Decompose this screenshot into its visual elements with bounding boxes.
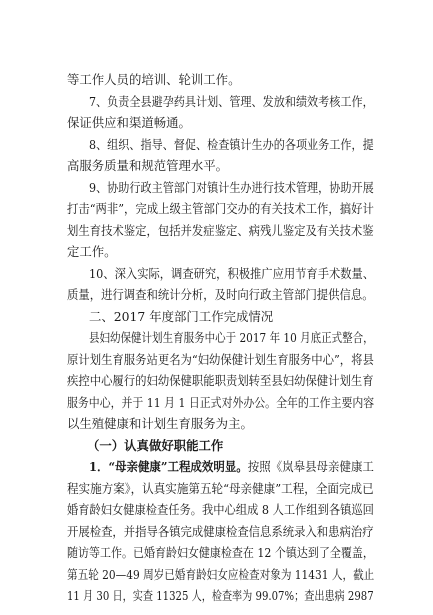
text-line: 开展检查，并指导各镇完成健康检查信息系统录入和患病治疗: [67, 523, 374, 539]
text-line: 程实施方案》，认真实施第五轮“母亲健康”工程，全面完成已: [67, 480, 374, 496]
item-1-heading: 1．“母亲健康”工程成效明显。: [89, 459, 248, 474]
text-line: 打击“两非”，完成上级主管部门交办的有关技术工作，搞好计: [67, 201, 374, 216]
subsection-heading: （一）认真做好职能工作: [87, 437, 224, 453]
text-line: 疾控中心履行的妇幼保健职能职责划转至县妇幼保健计划生育: [67, 373, 374, 388]
text-line: 划生育技术鉴定，包括并发症鉴定、病残儿鉴定及有关技术鉴: [67, 222, 374, 238]
text-line: 定工作。: [67, 244, 117, 259]
item-1-text: 按照《岚皋县母亲健康工: [247, 459, 374, 474]
text-line: 质量，进行调查和统计分析，及时向行政主管部门提供信息。: [67, 287, 374, 302]
text-line: 以生殖健康和计划生育服务为主。: [67, 416, 253, 431]
text-line: 7、负责全县避孕药具计划、管理、发放和绩效考核工作，: [89, 93, 374, 109]
text-line: 随访等工作。已婚育龄妇女健康检查在 12 个镇达到了全覆盖，: [67, 545, 374, 560]
text-line: 9、协助行政主管部门对镇计生办进行技术管理，协助开展: [89, 179, 374, 195]
text-line: 原计划生育服务站更名为“妇幼保健计划生育服务中心”，将县: [67, 351, 374, 367]
text-line: 服务中心，并于 11 月 1 日正式对外办公。全年的工作主要内容: [67, 394, 375, 410]
text-line: 婚育龄妇女健康检查任务。我中心组成 8 人工作组到各镇巡回: [67, 502, 374, 517]
section-heading: 二、2017 年度部门工作完成情况: [89, 308, 274, 324]
text-line: 第五轮 20—49 周岁已婚育龄妇女应检查对象为 11431 人，截止: [67, 566, 375, 582]
item-1-line: [89, 459, 374, 475]
text-line: 高服务质量和规范管理水平。: [67, 158, 229, 173]
text-line: 保证供应和渠道畅通。: [67, 115, 191, 130]
text-line: 11 月 30 日，实查 11325 人，检查率为 99.07%；查出患病 2987: [67, 588, 374, 603]
text-line: 8、组织、指导、督促、检查镇计生办的各项业务工作，提: [89, 136, 374, 152]
text-line: 10、深入实际，调查研究，积极推广应用节育手术数量、: [89, 265, 375, 281]
text-line: 县妇幼保健计划生育服务中心于 2017 年 10 月底正式整合，: [89, 330, 374, 345]
text-line: 等工作人员的培训、轮训工作。: [67, 72, 241, 87]
